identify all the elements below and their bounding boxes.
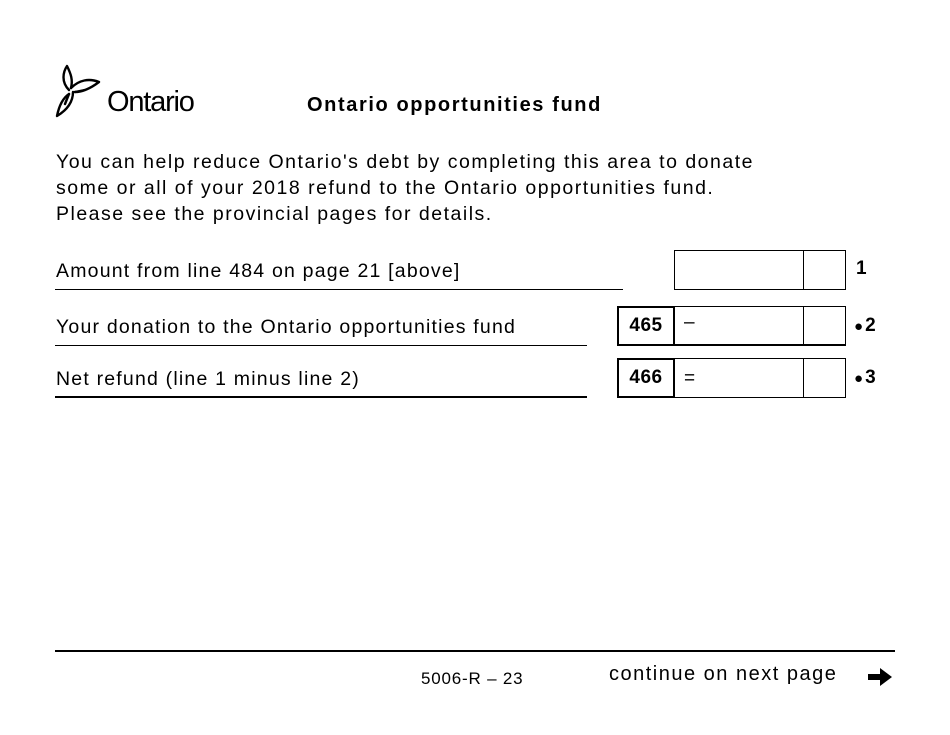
intro-line: some or all of your 2018 refund to the Ontario opportunities fund. [56, 177, 715, 199]
ontario-logo [55, 64, 215, 120]
intro-line: Please see the provincial pages for details. [56, 203, 493, 225]
line-3-underline [55, 396, 587, 398]
line-1-label: Amount from line 484 on page 21 [above] [56, 260, 461, 282]
equals-operator: = [684, 368, 696, 389]
line-3-amount-field[interactable] [674, 358, 804, 398]
minus-operator: – [684, 312, 695, 333]
line-466-code: 466 [617, 358, 675, 398]
trillium-icon [55, 64, 107, 120]
intro-line: You can help reduce Ontario's debt by completing this area to donate [56, 151, 754, 173]
logo-wordmark: Ontario [107, 86, 194, 118]
right-arrow-icon [866, 665, 894, 694]
bullet-icon: ● [854, 370, 864, 387]
line-1-amount-field[interactable] [674, 250, 804, 290]
line-2-cents-field[interactable] [803, 306, 846, 346]
line-number-value: 2 [865, 315, 876, 336]
line-2-label: Your donation to the Ontario opportunities fund [56, 316, 517, 338]
bullet-icon: ● [854, 318, 864, 335]
line-2-underline [55, 345, 587, 346]
line-3-cents-field[interactable] [803, 358, 846, 398]
line-2-amount-field[interactable] [674, 306, 804, 346]
page-title: Ontario opportunities fund [307, 94, 602, 116]
continue-next-page: continue on next page [609, 663, 838, 685]
page-code: 5006-R – 23 [421, 669, 524, 688]
line-2-number [854, 315, 876, 337]
line-3-label: Net refund (line 1 minus line 2) [56, 368, 360, 390]
intro-paragraph [56, 149, 754, 227]
line-3-number [854, 367, 876, 389]
line-1-cents-field[interactable] [803, 250, 846, 290]
line-number-value: 3 [865, 367, 876, 388]
line-1-number: 1 [856, 258, 867, 279]
footer-divider [55, 650, 895, 652]
line-1-underline [55, 289, 623, 290]
line-465-code: 465 [617, 306, 675, 346]
